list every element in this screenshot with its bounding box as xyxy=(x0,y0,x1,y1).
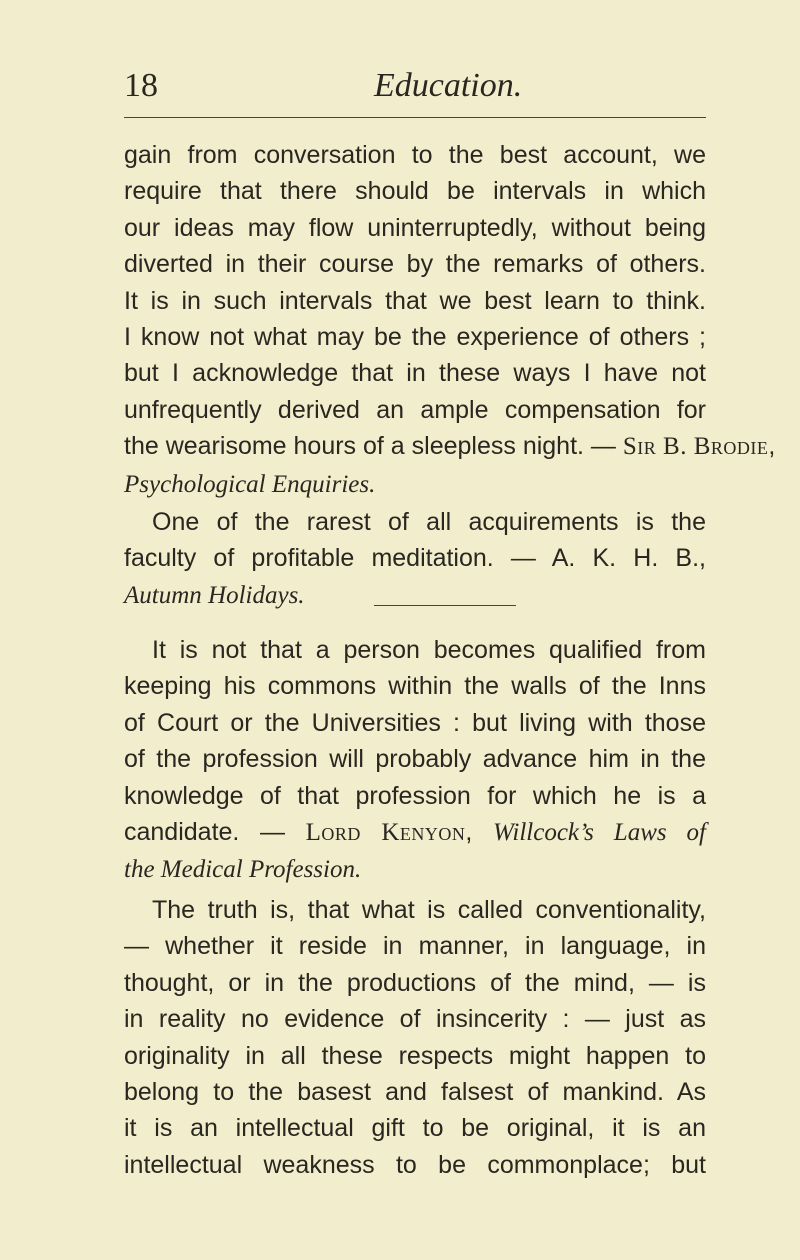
passage-brodie xyxy=(124,137,776,503)
text-line: gain from conversation to the best account, we xyxy=(124,141,706,169)
source-line xyxy=(124,577,706,614)
text-line: The truth is, that what is called conventionality, xyxy=(152,896,706,924)
attribution-line xyxy=(124,428,776,465)
text-line: candidate. — xyxy=(124,818,306,847)
text-line: originality in all these respects might happen to xyxy=(124,1041,706,1070)
source-line xyxy=(124,851,706,888)
passage-akhb xyxy=(124,504,706,614)
text-line: — whether it reside in manner, in language, in xyxy=(124,932,706,961)
passage-kenyon xyxy=(124,632,706,889)
text-line: It is in such intervals that we best learn to think. xyxy=(124,286,706,315)
text-line: I know not what may be the experience of others ; xyxy=(124,323,706,352)
attribution-line xyxy=(124,814,706,851)
text-line: knowledge of that profession for which he is a xyxy=(124,781,706,810)
text-line: our ideas may flow uninterruptedly, without being xyxy=(124,213,706,242)
text-line: It is not that a person becomes qualified from xyxy=(152,636,706,664)
text-line: keeping his commons within the walls of the Inns xyxy=(124,672,706,701)
author-name: Sir B. Brodie xyxy=(622,433,769,461)
text-line: in reality no evidence of insincerity : — just as xyxy=(124,1005,706,1034)
text-line: of Court or the Universities : but living with those xyxy=(124,708,706,737)
source-title: Willcock’s Laws of xyxy=(492,819,706,847)
page-number: 18 xyxy=(124,67,158,104)
source-line xyxy=(124,466,706,503)
page-header xyxy=(124,66,704,110)
passage-conventionality xyxy=(124,892,706,1183)
text-line: but I acknowledge that in these ways I have not xyxy=(124,359,706,388)
punctuation: , xyxy=(768,432,776,461)
text-line: belong to the basest and falsest of mankind. As xyxy=(124,1078,706,1107)
source-title: Psychological Enquiries. xyxy=(124,470,376,498)
text-line: faculty of profitable meditation. — A. K. H. B., xyxy=(124,544,706,573)
text-line: require that there should be intervals in which xyxy=(124,177,706,206)
section-rule xyxy=(374,605,516,606)
text-line: unfrequently derived an ample compensation for xyxy=(124,395,706,424)
text-line: diverted in their course by the remarks of others. xyxy=(124,250,706,279)
punctuation: , xyxy=(465,818,493,847)
text-line: the wearisome hours of a sleepless night. — xyxy=(124,432,623,461)
running-head: Education. xyxy=(374,67,523,104)
author-name: Lord Kenyon xyxy=(305,819,466,847)
source-title-cont: the Medical Profession. xyxy=(124,856,362,884)
text-line: thought, or in the productions of the mind, — is xyxy=(124,968,706,997)
text-line: it is an intellectual gift to be original, it is an xyxy=(124,1114,706,1143)
header-rule xyxy=(124,117,706,118)
text-line: of the profession will probably advance him in the xyxy=(124,745,706,774)
source-title: Autumn Holidays. xyxy=(124,581,305,609)
text-line: intellectual weakness to be commonplace; but xyxy=(124,1150,706,1179)
text-line: One of the rarest of all acquirements is the xyxy=(152,508,706,536)
